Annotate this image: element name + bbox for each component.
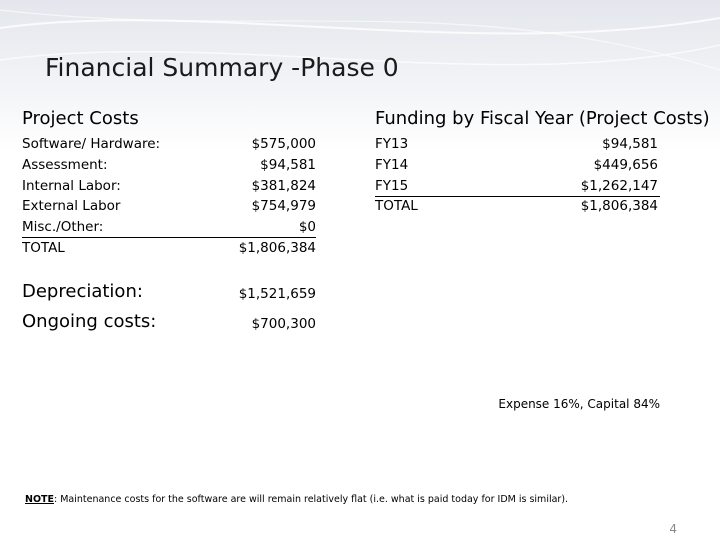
funding-value: $94,581 (602, 136, 658, 152)
ongoing-costs-label: Ongoing costs: (22, 311, 157, 332)
note-label: NOTE (25, 494, 54, 505)
depreciation-label: Depreciation: (22, 281, 143, 302)
funding-label: FY14 (375, 157, 409, 173)
cost-label: Internal Labor: (22, 178, 121, 194)
page-number: 4 (669, 522, 677, 536)
cost-value: $381,824 (251, 178, 316, 194)
funding-value: $449,656 (593, 157, 658, 173)
cost-label: Misc./Other: (22, 219, 104, 235)
cost-label: External Labor (22, 198, 121, 214)
cost-value: $1,806,384 (238, 240, 316, 256)
cost-label: TOTAL (22, 240, 65, 256)
funding-row-fy13 (375, 136, 658, 155)
funding-value: $1,806,384 (580, 198, 658, 214)
slide-title: Financial Summary -Phase 0 (45, 53, 399, 82)
cost-value: $754,979 (251, 198, 316, 214)
funding-row-fy14 (375, 157, 658, 176)
funding-label: TOTAL (375, 198, 418, 214)
maintenance-note (25, 494, 568, 505)
cost-label: Software/ Hardware: (22, 136, 161, 152)
ongoing-costs-value: $700,300 (251, 316, 316, 332)
cost-row-software (22, 136, 316, 155)
note-text: : Maintenance costs for the software are will remain relatively flat (i.e. what is paid today for IDM is similar). (54, 494, 569, 505)
project-costs-heading: Project Costs (22, 108, 139, 129)
cost-row-misc (22, 219, 316, 238)
expense-capital-split: Expense 16%, Capital 84% (498, 397, 660, 411)
cost-label: Assessment: (22, 157, 108, 173)
cost-row-total (22, 240, 316, 259)
cost-value: $0 (298, 219, 316, 235)
funding-label: FY15 (375, 178, 409, 194)
cost-row-internal-labor (22, 178, 316, 197)
depreciation-value: $1,521,659 (238, 286, 316, 302)
cost-value: $575,000 (251, 136, 316, 152)
cost-value: $94,581 (260, 157, 316, 173)
cost-row-assessment (22, 157, 316, 176)
funding-label: FY13 (375, 136, 409, 152)
funding-value: $1,262,147 (580, 178, 658, 194)
funding-row-fy15 (375, 178, 660, 197)
funding-row-total (375, 198, 658, 217)
cost-row-external-labor (22, 198, 316, 217)
funding-heading: Funding by Fiscal Year (Project Costs) (375, 108, 710, 129)
